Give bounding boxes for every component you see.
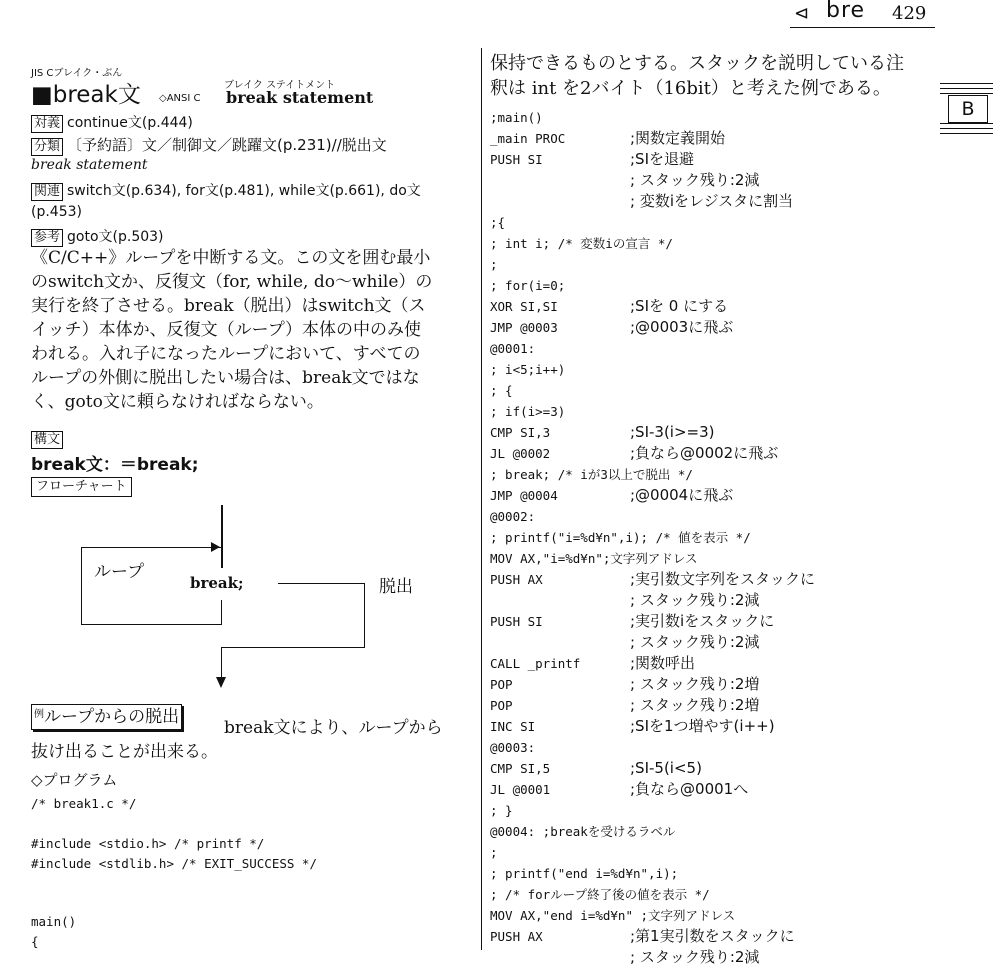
asm-line — [490, 821, 675, 842]
asm-code: ; } — [490, 803, 513, 818]
asm-line — [490, 359, 565, 380]
asm-line — [490, 905, 735, 926]
classification-value: 〔予約語〕文／制御文／跳躍文(p.231)//脱出文 — [67, 136, 387, 154]
related-row — [31, 180, 421, 201]
asm-line — [490, 779, 749, 800]
description-line: イッチ）本体か、反復文（ループ）本体の中のみ使 — [31, 320, 421, 340]
asm-line — [490, 338, 535, 359]
code-line: #include <stdio.h> /* printf */ — [31, 836, 265, 851]
description-line: 実行を終了させる。break（脱出）はswitch文（ス — [31, 296, 426, 316]
header-guide-word: bre — [826, 0, 866, 23]
asm-line — [490, 758, 702, 779]
related-value[interactable]: switch文(p.634), for文(p.481), while文(p.661), do文 — [67, 183, 421, 199]
asm-line — [490, 317, 734, 338]
asm-comment: ;SIを退避 — [630, 150, 694, 168]
column-divider — [481, 48, 482, 950]
assembly-listing — [490, 107, 935, 966]
classification-row — [31, 134, 387, 156]
asm-line — [490, 716, 775, 737]
asm-code: ;main() — [490, 110, 543, 125]
header-arrow-icon: ⊲ — [794, 3, 810, 24]
asm-line — [490, 254, 498, 275]
asm-line — [490, 527, 751, 548]
asm-line — [490, 443, 779, 464]
reference-row — [31, 226, 164, 247]
asm-comment: ; スタック残り:2増 — [630, 696, 760, 714]
asm-code: _main PROC — [490, 131, 566, 146]
related-label: 関連 — [31, 183, 63, 201]
asm-code: XOR SI,SI — [490, 299, 558, 314]
asm-line — [490, 863, 678, 884]
description-line: ループの外側に脱出したい場合は、break文ではな — [31, 368, 420, 388]
flow-line-loop-left — [81, 547, 82, 625]
flow-exit-label: 脱出 — [379, 577, 413, 597]
asm-code: @0003: — [490, 740, 536, 755]
asm-code: JMP @0003 — [490, 320, 558, 335]
flow-arrow-down-icon — [216, 677, 226, 688]
asm-comment: ; スタック残り:2増 — [630, 675, 760, 693]
related-value-cont[interactable]: (p.453) — [31, 204, 82, 220]
example-text-line: 抜け出ることが出来る。 — [31, 742, 218, 762]
asm-code: @0002: — [490, 509, 536, 524]
description-line: 《C/C++》ループを中断する文。この文を囲む最小 — [31, 248, 431, 268]
asm-code: ; printf("end i=%d¥n",i); — [490, 866, 679, 881]
asm-comment: ; スタック残り:2減 — [630, 633, 760, 651]
intro-line: 保持できるものとする。スタックを説明している注 — [490, 53, 904, 74]
asm-line — [490, 464, 693, 485]
asm-line — [490, 149, 694, 170]
asm-comment: ;SI-5(i<5) — [630, 759, 702, 777]
asm-line — [490, 506, 535, 527]
asm-code: ; { — [490, 383, 513, 398]
asm-comment: ;SI-3(i>=3) — [630, 423, 715, 441]
asm-code: JMP @0004 — [490, 488, 558, 503]
asm-code: ; — [490, 845, 498, 860]
asm-comment: ;第1実引数をスタックに — [630, 927, 795, 945]
flowchart-label-wrap — [31, 475, 136, 497]
page-number: 429 — [892, 3, 927, 24]
asm-line — [490, 674, 760, 695]
asm-line — [490, 128, 726, 149]
asm-comment: ;負なら@0001へ — [630, 780, 749, 798]
asm-code: @0001: — [490, 341, 536, 356]
asm-line — [490, 884, 710, 905]
asm-comment: ; スタック残り:2減 — [630, 948, 760, 966]
flow-line-exit-top — [278, 583, 364, 584]
asm-line — [490, 485, 734, 506]
flow-line-loop-top — [81, 547, 221, 548]
asm-line — [490, 233, 673, 254]
asm-code: ; — [490, 257, 498, 272]
syntax-line: break文：＝break; — [31, 455, 199, 475]
asm-line — [490, 380, 513, 401]
asm-line — [490, 611, 775, 632]
asm-code: ; printf("i=%d¥n",i); /* 値を表示 */ — [490, 530, 751, 545]
syntax-label-wrap — [31, 428, 67, 449]
syntax-label: 構文 — [31, 431, 63, 449]
asm-line — [490, 569, 816, 590]
asm-code: @0004: ;breakを受けるラベル — [490, 824, 676, 839]
asm-code: MOV AX,"end i=%d¥n" ;文字列アドレス — [490, 908, 736, 923]
asm-code: PUSH SI — [490, 614, 543, 629]
example-label-small: 例 — [34, 709, 44, 720]
asm-comment: ; スタック残り:2減 — [630, 591, 760, 609]
asm-comment: ;SIを1つ増やす(i++) — [630, 717, 775, 735]
asm-code: ; /* forループ終了後の値を表示 */ — [490, 887, 710, 902]
asm-code: ; if(i>=3) — [490, 404, 566, 419]
asm-code: POP — [490, 677, 513, 692]
description-line: のswitch文か、反復文（for, while, do〜while）の — [31, 272, 433, 292]
asm-comment: ;実引数文字列をスタックに — [630, 570, 816, 588]
code-line: { — [31, 934, 39, 949]
asm-code: ; break; /* iが3以上で脱出 */ — [490, 467, 693, 482]
asm-code: CMP SI,3 — [490, 425, 551, 440]
asm-comment: ;実引数iをスタックに — [630, 612, 775, 630]
asm-code: PUSH AX — [490, 572, 543, 587]
description-line: く、goto文に頼らなければならない。 — [31, 392, 324, 412]
asm-line — [490, 107, 543, 128]
right-column — [490, 0, 935, 966]
asm-code: CMP SI,5 — [490, 761, 551, 776]
code-line: #include <stdlib.h> /* EXIT_SUCCESS */ — [31, 856, 317, 871]
flow-line-loop-bottom — [81, 624, 221, 625]
english-term: break statement — [226, 88, 374, 107]
asm-code: MOV AX,"i=%d¥n";文字列アドレス — [490, 551, 698, 566]
asm-code: ; int i; /* 変数iの宣言 */ — [490, 236, 673, 251]
asm-code: JL @0001 — [490, 782, 551, 797]
asm-comment: ; 変数iをレジスタに割当 — [630, 192, 794, 210]
code-line: /* break1.c */ — [31, 796, 137, 811]
asm-code: PUSH AX — [490, 929, 543, 944]
flow-line-top — [221, 505, 223, 568]
antonym-value[interactable]: continue文(p.444) — [67, 115, 193, 131]
asm-comment: ;@0004に飛ぶ — [630, 486, 734, 504]
antonym-row — [31, 112, 193, 133]
asm-line — [490, 275, 565, 296]
reference-label: 参考 — [31, 229, 63, 247]
flowchart — [31, 505, 476, 700]
asm-line — [490, 401, 565, 422]
intro-line: 釈は int を2バイト（16bit）と考えた例である。 — [490, 78, 891, 99]
asm-line — [490, 842, 498, 863]
code-line: main() — [31, 914, 77, 929]
flow-line-exit-bottom — [221, 647, 365, 648]
asm-code: ; i<5;i++) — [490, 362, 566, 377]
asm-line — [490, 653, 696, 674]
example-label-box — [31, 704, 182, 730]
asm-line — [490, 800, 513, 821]
standard-mark: ◇ANSI C — [159, 93, 201, 104]
asm-code: ; for(i=0; — [490, 278, 566, 293]
flow-arrow-right-icon — [211, 542, 220, 552]
asm-line — [490, 422, 715, 443]
asm-line — [490, 926, 795, 947]
asm-comment: ;関数呼出 — [630, 654, 696, 672]
asm-comment: ;関数定義開始 — [630, 129, 726, 147]
asm-code: CALL _printf — [490, 656, 581, 671]
asm-line — [490, 737, 535, 758]
asm-line — [490, 695, 760, 716]
entry-reading: JIS Cブレイク・ぶん — [31, 68, 123, 79]
classification-english: break statement — [31, 157, 148, 173]
example-text-line: break文により、ループから — [224, 718, 443, 738]
asm-code: PUSH SI — [490, 152, 543, 167]
left-column — [31, 0, 476, 950]
asm-code: ;{ — [490, 215, 506, 230]
reference-value[interactable]: goto文(p.503) — [67, 229, 164, 245]
asm-line — [490, 212, 505, 233]
flow-break-label: break; — [190, 574, 244, 592]
headword: ■break文 — [31, 82, 141, 108]
classification-label: 分類 — [31, 138, 63, 156]
program-label: ◇プログラム — [31, 771, 118, 789]
example-label: ループからの脱出 — [44, 707, 180, 727]
asm-comment: ; スタック残り:2減 — [630, 171, 760, 189]
asm-code: INC SI — [490, 719, 536, 734]
index-tab-letter: B — [948, 95, 988, 123]
index-tab[interactable] — [940, 83, 993, 134]
flow-line-exit-right — [364, 583, 365, 647]
entry-en-reading: ブレイク ステイトメント — [224, 80, 336, 91]
asm-line — [490, 548, 698, 569]
description-line: われる。入れ子になったループにおいて、すべての — [31, 344, 421, 364]
antonym-label: 対義 — [31, 115, 63, 133]
flowchart-label: フローチャート — [31, 477, 132, 497]
asm-comment: ;負なら@0002に飛ぶ — [630, 444, 779, 462]
asm-code: POP — [490, 698, 513, 713]
flow-loop-label: ループ — [94, 562, 145, 582]
asm-line — [490, 296, 729, 317]
asm-comment: ;@0003に飛ぶ — [630, 318, 734, 336]
asm-code: JL @0002 — [490, 446, 551, 461]
asm-comment: ;SIを 0 にする — [630, 297, 729, 315]
flow-line-loop-right — [221, 600, 222, 625]
